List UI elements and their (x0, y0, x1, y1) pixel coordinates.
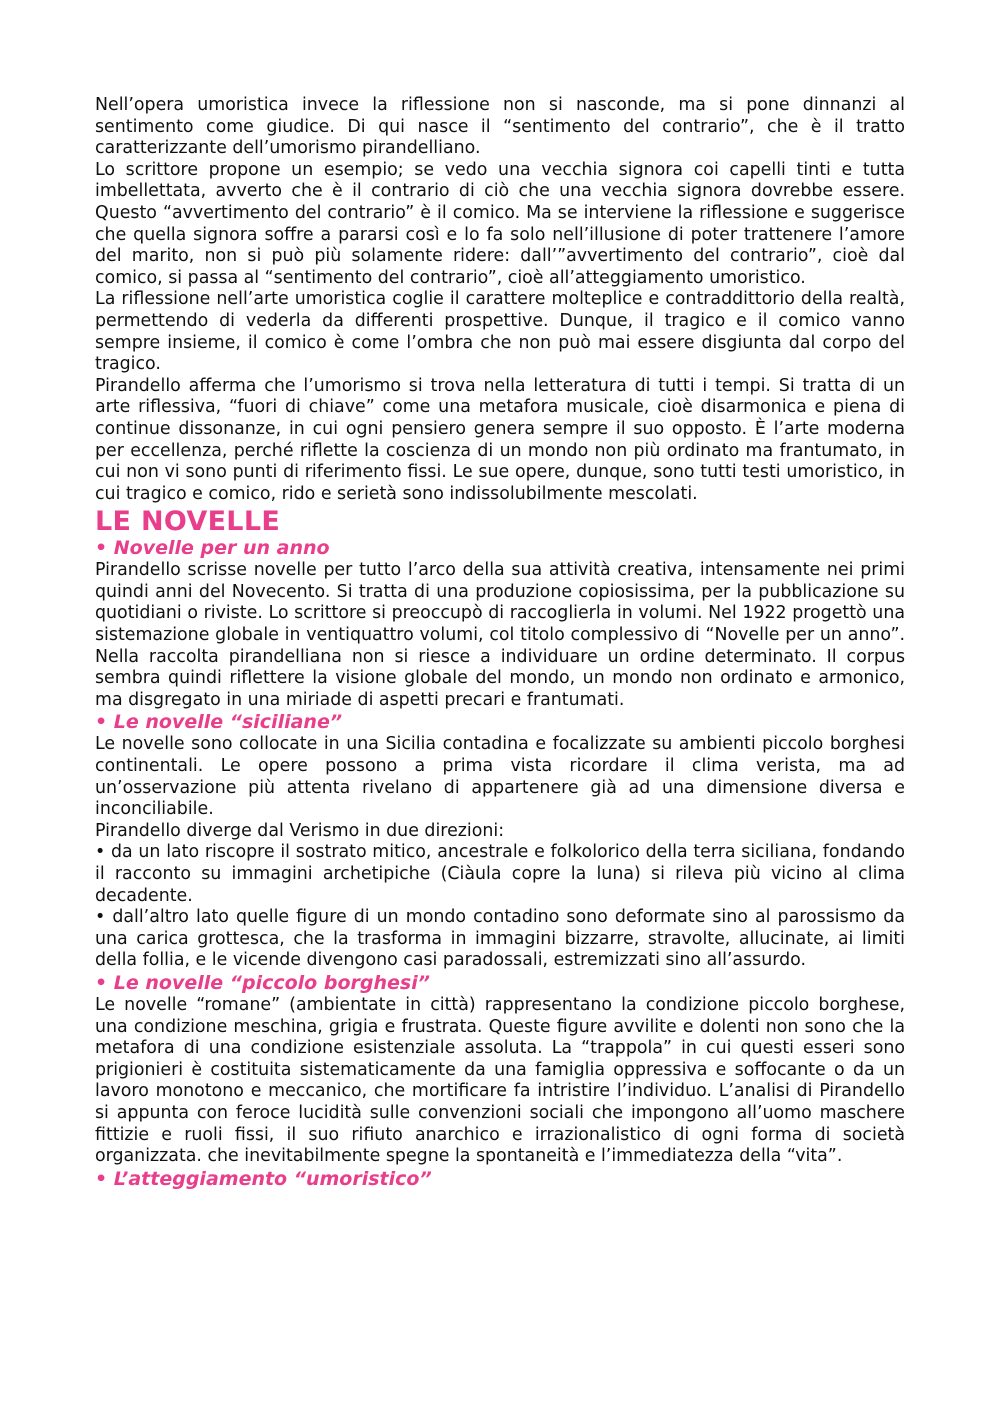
subsection-heading: • Le novelle “siciliane” (95, 711, 343, 734)
subsection-heading: • Le novelle “piccolo borghesi” (95, 971, 430, 994)
paragraph: Le novelle “romane” (ambientate in città) rappresentano la condizione piccolo borghese, una condizione meschina, grigia e frustrata. Queste figure avvilite e dolenti non sono che la metafora di una condizione esistenziale assoluta. La “trappola” in cui questi esseri sono prigionieri è costituita sistematicamente da una famiglia oppressiva e soffocante o da un lavoro monotono e meccanico, che mortificare fa intristire l’individuo. L’analisi di Pirandello si appunta con feroce lucidità sulle convenzioni sociali che impongono all’uomo maschere fittizie e ruoli fissi, il suo rifiuto anarchico e irrazionalistico di ogni forma di società organizzata. che inevitabilmente spegne la spontaneità e l’immediatezza della “vita”. (95, 994, 905, 1167)
subsection-heading: • L’atteggiamento “umoristico” (95, 1167, 432, 1190)
document-page (95, 95, 905, 1191)
bullet-item: • dall’altro lato quelle figure di un mondo contadino sono deformate sino al parossismo da una carica grottesca, che la trasforma in immagini bizzarre, stravolte, allucinate, ai limiti della follia, e le vicende divengono casi paradossali, estremizzati sino all’assurdo. (95, 907, 905, 971)
subsection-heading: • Novelle per un anno (95, 537, 330, 560)
paragraph: Pirandello scrisse novelle per tutto l’arco della sua attività creativa, intensamente nei primi quindi anni del Novecento. Si tratta di una produzione copiosissima, per la pubblicazione su quotidiani o riviste. Lo scrittore si preoccupò di raccoglierla in volumi. Nel 1922 progettò una sistemazione globale in ventiquattro volumi, col titolo complessivo di “Novelle per un anno”. Nella raccolta pirandelliana non si riesce a individuare un ordine determinato. Il corpus sembra quindi riflettere la visione globale del mondo, un mondo non ordinato e armonico, ma disgregato in una miriade di aspetti precari e frantumati. (95, 560, 905, 710)
paragraph: Pirandello afferma che l’umorismo si trova nella letteratura di tutti i tempi. Si tratta di un arte riflessiva, “fuori di chiave” come una metafora musicale, cioè disarmonica e piena di continue dissonanze, in cui ogni pensiero genera sempre il suo opposto. È l’arte moderna per eccellenza, perché riflette la coscienza di un mondo non più ordinato ma frantumato, in cui non vi sono punti di riferimento fissi. Le sue opere, dunque, sono tutti testi umoristico, in cui tragico e comico, rido e serietà sono indissolubilmente mescolati. (95, 375, 905, 504)
paragraph: Pirandello diverge dal Verismo in due direzioni: (95, 820, 505, 841)
paragraph: La riflessione nell’arte umoristica coglie il carattere molteplice e contraddittorio della realtà, permettendo di vederla da differenti prospettive. Dunque, il tragico e il comico vanno sempre insieme, il comico è come l’ombra che non può mai essere disgiunta dal corpo del tragico. (95, 289, 905, 375)
section-title: LE NOVELLE (95, 506, 281, 538)
paragraph: Nell’opera umoristica invece la riflessione non si nasconde, ma si pone dinnanzi al sentimento come giudice. Di qui nasce il “sentimento del contrario”, che è il tratto caratterizzante dell’umorismo pirandelliano. (95, 95, 905, 159)
paragraph: Lo scrittore propone un esempio; se vedo una vecchia signora coi capelli tinti e tutta imbellettata, avverto che è il contrario di ciò che una vecchia signora dovrebbe essere. Questo “avvertimento del contrario” è il comico. Ma se interviene la riflessione e suggerisce che quella signora soffre a pararsi così e lo fa solo nell’illusione di poter trattenere l’amore del marito, non si può più solamente ridere: dall’”avvertimento del contrario”, cioè dal comico, si passa al “sentimento del contrario”, cioè all’atteggiamento umoristico. (95, 159, 905, 288)
bullet-item: • da un lato riscopre il sostrato mitico, ancestrale e folkolorico della terra siciliana, fondando il racconto su immagini archetipiche (Ciàula copre la luna) si rileva più vicino al clima decadente. (95, 842, 905, 906)
paragraph: Le novelle sono collocate in una Sicilia contadina e focalizzate su ambienti piccolo borghesi continentali. Le opere possono a prima vista ricordare il clima verista, ma ad un’osservazione più attenta rivelano di appartenere già ad una dimensione diversa e inconciliabile. (95, 734, 905, 820)
